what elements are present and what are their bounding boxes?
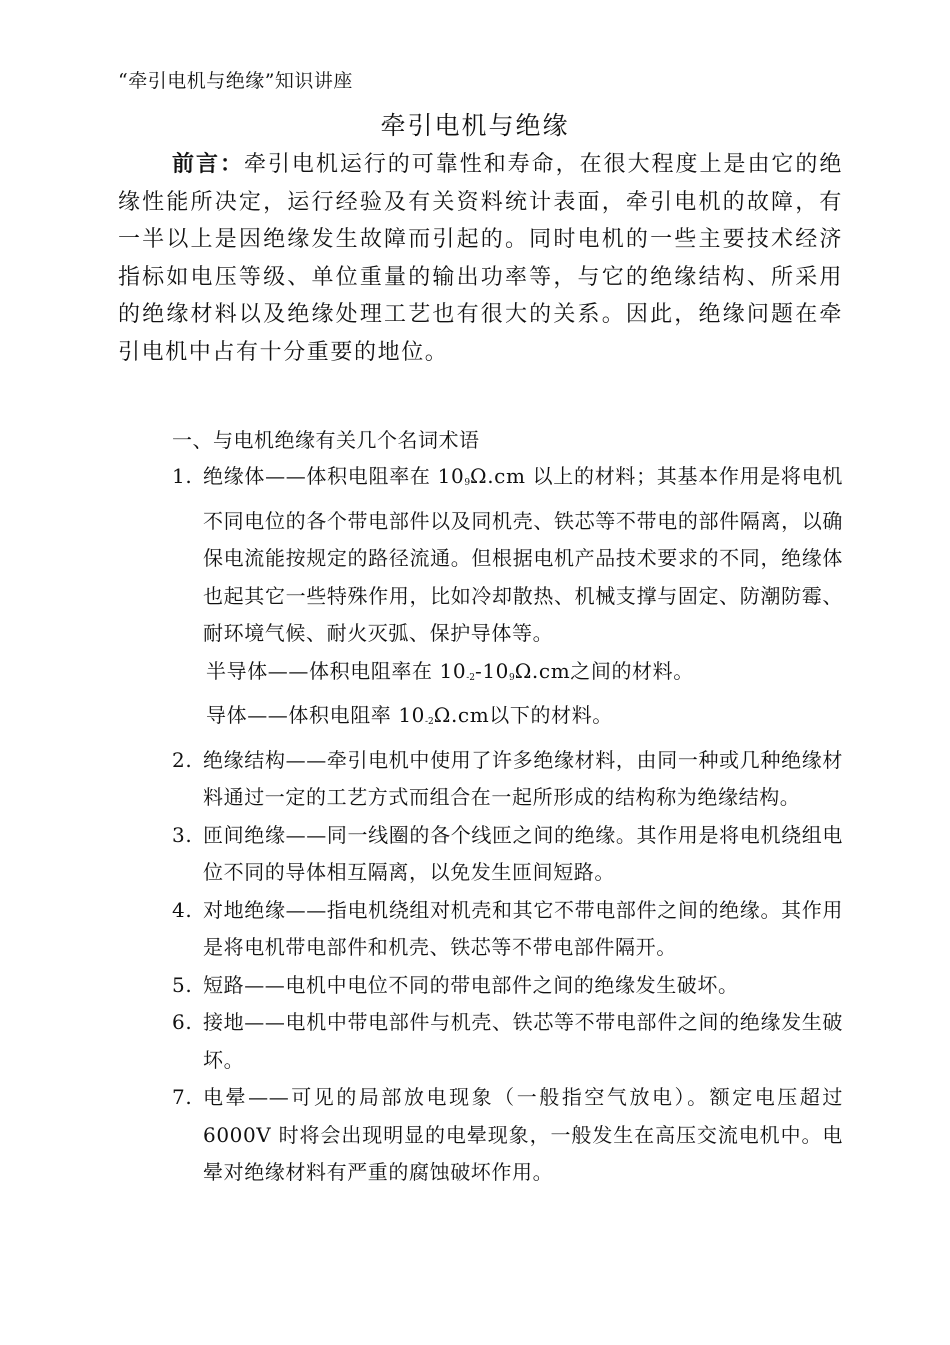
item-text: 接地——电机中带电部件与机壳、铁芯等不带电部件之间的绝缘发生破坏。 (203, 1010, 843, 1072)
intro-paragraph (118, 146, 843, 371)
item-text: 电晕——可见的局部放电现象（一般指空气放电）。额定电压超过 6000V 时将会出现明显的电晕现象，一般发生在高压交流电机中。电晕对绝缘材料有严重的腐蚀破坏作用。 (203, 1085, 843, 1184)
intro-body: 牵引电机运行的可靠性和寿命，在很大程度上是由它的绝缘性能所决定，运行经验及有关资料统计表面，牵引电机的故障，有一半以上是因绝缘发生故障而引起的。同时电机的一些主要技术经济指标如电压等级、单位重量的输出功率等，与它的绝缘结构、所采用的绝缘材料以及绝缘处理工艺也有很大的关系。因此，绝缘问题在牵引电机中占有十分重要的地位。 (118, 152, 843, 365)
item-number: 3. (172, 822, 193, 847)
list-item-4 (118, 892, 843, 967)
list-item-5 (118, 967, 843, 1005)
conductor-exp: -2 (425, 717, 434, 727)
semiconductor-pre: 半导体——体积电阻率在 10 (206, 658, 467, 683)
item-text: 短路——电机中电位不同的带电部件之间的绝缘发生破坏。 (203, 972, 739, 997)
item-text: 绝缘结构——牵引电机中使用了许多绝缘材料，由同一种或几种绝缘材料通过一定的工艺方式而组合在一起所形成的结构称为绝缘结构。 (203, 747, 843, 809)
conductor-line (118, 697, 843, 742)
list-item-1 (118, 458, 843, 653)
list-item-7 (118, 1079, 843, 1192)
conductor-pre: 导体——体积电阻率 10 (206, 703, 426, 727)
item-number: 6. (172, 1010, 193, 1034)
item-text-pre: 绝缘体——体积电阻率在 10 (203, 464, 465, 488)
item-number: 7. (172, 1085, 193, 1109)
list-item-6 (118, 1004, 843, 1079)
document-title: 牵引电机与绝缘 (380, 111, 570, 140)
item-number: 1. (172, 464, 193, 488)
item-text: 匝间绝缘——同一线圈的各个线匝之间的绝缘。其作用是将电机绕组电位不同的导体相互隔离，以免发生匝间短路。 (203, 822, 843, 884)
item-number: 5. (172, 972, 193, 997)
list-item-3 (118, 817, 843, 892)
semiconductor-mid: -10 (475, 658, 510, 683)
semiconductor-exp1: -2 (466, 672, 475, 683)
list-item-2 (118, 742, 843, 817)
semiconductor-exp2: 9 (509, 672, 515, 683)
item-number: 4. (172, 897, 193, 922)
document-header: “牵引电机与绝缘”知识讲座 (118, 70, 353, 92)
semiconductor-line (118, 653, 843, 698)
item-text: 对地绝缘——指电机绕组对机壳和其它不带电部件之间的绝缘。其作用是将电机带电部件和机壳、铁芯等不带电部件隔开。 (203, 897, 843, 959)
item-exponent: 9 (464, 478, 471, 488)
section-heading: 一、与电机绝缘有关几个名词术语 (172, 428, 480, 452)
term-list (118, 458, 843, 1192)
item-text-post: Ω.cm 以上的材料；其基本作用是将电机不同电位的各个带电部件以及同机壳、铁芯等不带电的部件隔离，以确保电流能按规定的路径流通。但根据电机产品技术要求的不同，绝缘体也起其它一些特殊作用，比如冷却散热、机械支撑与固定、防潮防霉、耐环境气候、耐火灭弧、保护导体等。 (203, 464, 843, 645)
conductor-post: Ω.cm以下的材料。 (433, 703, 613, 727)
intro-lead: 前言： (172, 151, 244, 177)
item-number: 2. (172, 747, 193, 772)
semiconductor-post: Ω.cm之间的材料。 (514, 658, 694, 683)
